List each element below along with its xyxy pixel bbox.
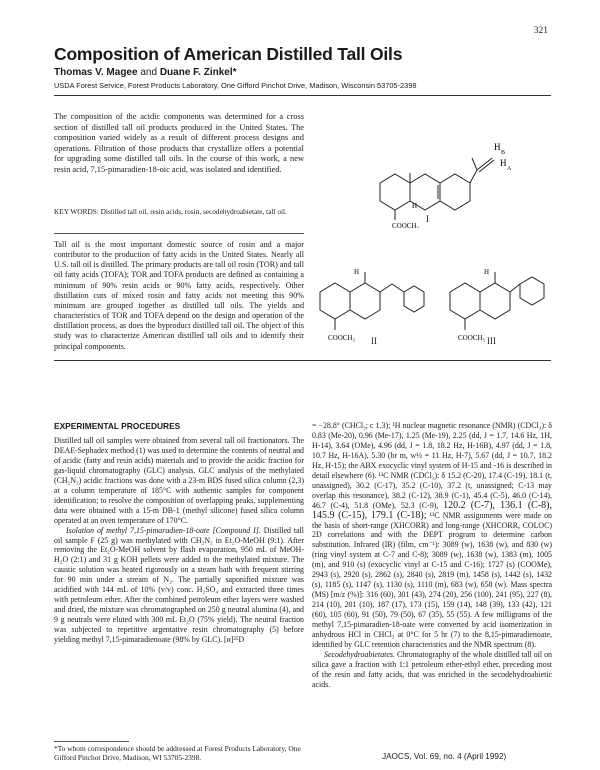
- struct-I-B: B: [501, 150, 506, 156]
- nmr-data-part-2: ¹³C NMR assignments were made on the basis of short-range (XHCORR) and long-range (XHCORR, COLOC) 2D correlations and with the DEPT program to determine carbon substitution. Infrared (IR) (film, cm⁻¹): 3089 (w), 1638 (w), and 830 (w) (ring vinyl system at C-7 and C-8); 3089 (w), 1638 (w), 1383 (m), 1005 (m), and 910 (s) (exocyclic vinyl at C-15 and C-16); 1727 (s) (COOMe), 2943 (s), 2920 (s), 2862 (s), 2840 (s), 2819 (m), 1458 (s), 1442 (s), 1432 (s), 1185 (s), 1147 (s), 1130 (s), 1110 (m), 683 (w), 658 (w). Mass spectra (MS) [m/z (%)]: 316 (60), 301 (43), 274 (20), 256 (100), 241 (95), 227 (8), 214 (10), 201 (10), 187 (17), 173 (15), 159 (14), 148 (39), 133 (42), 121 (60), 105 (60), 91 (50), 79 (50), 67 (35), 55 (55). A few milligrams of the methyl 7,15-pimaradien-18-oate were converted by acid isomerization in anhydrous HCl in CHCl₃ at 0°C for 5 hr (7) to the 8,15-pimaradienoate, identified by GLC retention characteristics and the NMR spectrum (8).: [312, 510, 552, 649]
- section-heading: EXPERIMENTAL PROCEDURES: [54, 421, 181, 431]
- abstract-rule: [54, 233, 304, 234]
- struct-II-label: II: [371, 336, 377, 346]
- footnote: *To whom correspondence should be addressed at Forest Products Laboratory, One Gifford Pinchot Drive, Madison, WI 53705-2398.: [54, 744, 301, 762]
- structure-I-diagram: [352, 128, 542, 228]
- section-rule: [54, 360, 551, 361]
- abstract: The composition of the acidic components was determined for a cross section of distilled tall oil products produced in the United States. The composition varied widely as a result of different process designs and operations. Filtration of those products that crystallize offers a potential for upgrading some distilled tall oils. In the course of this work, a new resin acid, 7,15-pimaradien-18-oic acid, was isolated and identified.: [54, 112, 304, 174]
- author-1: Thomas V. Magee: [54, 67, 138, 78]
- seco-heading: Secodehydroabietates.: [324, 649, 395, 659]
- struct-I-H: H: [412, 202, 418, 210]
- nmr-data-part-1: = −28.8° (CHCl₃; c 1.3); ¹H nuclear magnetic resonance (NMR) (CDCl₃): δ 0.83 (Me-20), 0.96 (Me-17), 1.25 (Me-19), 2.25 (dd, J = 1.7, 14.6 Hz, 1H, H-14), 3.64 (OMe), 4.96 (dd, J = 1.8, 18.2 Hz, H-16B), 4.97 (dd, J = 1.8, 10.7 Hz, H-16A), 5.30 (br m, w½ = 11 Hz, H-7), 5.67 (dd, J = 10.7, 18.2 Hz, H-15); the ABX exocyclic vinyl system of H-15 and -16 is described in detail elsewhere (6). ¹³C NMR (CDCl₃): δ 15.2 (C-20), 17.4 (C-19), 18.1 (t, unassigned), 30.2 (C-17), 35.2 (C-10), 37.2 (t, unassigned; C-13 may overlap this resonance), 38.2 (C-12), 38.9 (C-1), 45.4 (C-5), 46.0 (C-14), 46.7 (C-4), 51.8 (OMe), 52.3 (C-9),: [312, 421, 552, 510]
- struct-III-ester: COOCH₃: [458, 334, 485, 342]
- struct-II-ester: COOCH₃: [328, 334, 355, 342]
- structure-III-diagram: [440, 262, 555, 354]
- structure-II-diagram: [310, 262, 430, 354]
- struct-I-HA: H: [500, 158, 507, 168]
- struct-III-label: III: [487, 336, 496, 346]
- struct-I-HB: H: [494, 142, 501, 152]
- seco-text: Chromatography of the whole distilled tall oil on silica gave a fraction with 1:1 petroleum ether-ethyl ether, preceding most of the resin and fatty acids, that was enriched in the secodehydroabietic acids.: [312, 649, 552, 689]
- struct-I-ester: COOCH₃: [392, 222, 419, 228]
- keywords: KEY WORDS: Distilled tall oil, resin acids, rosin, secodehydroabietate, tall oil.: [54, 207, 287, 216]
- isolation-text: Distilled tall oil sample F (25 g) was methylated with CH₂N₂ in Et₂O-MeOH (9:1). After removing the Et₂O-MeOH solvent by flash evaporation, 950 mL of MeOH-H₂O (2:1) and 31 g KOH pellets were added to the methylated mixture. The caustic solution was heated rigorously on a steam bath with frequent stirring for 90 min under a stream of N₂. The partially saponified mixture was acidified with 144 mL of 10% (v/v) conc. H₂SO₄ and extracted three times with petroleum ether. After the combined petroleum ether layers were washed and dried, the mixture was chromatographed on 250 g neutral alumina (4), and 9 g neutrals were eluted with 300 mL Et₂O (75% yield). The neutral fraction was subjected to repetitive argentative resin chromatography (5) before yielding methyl 7,15-pimaradienoate (98% by GLC). [α]²⁵D: [54, 525, 304, 645]
- struct-III-H: H: [484, 268, 490, 276]
- nmr-data-large: 120.2 (C-7), 136.1 (C-8), 145.9 (C-15), 179.1 (C-18);: [312, 499, 552, 521]
- isolation-compound: [Compound I].: [212, 525, 261, 535]
- authors: [54, 67, 237, 78]
- author-2: Duane F. Zinkel*: [159, 67, 237, 78]
- experimental-left-column: [54, 436, 304, 645]
- nmr-data-text: [312, 421, 552, 650]
- introduction: Tall oil is the most important domestic source of rosin and a major contributor to the production of fatty acids in the United States. Nearly all U.S. tall oil is distilled. The primary products are tall oil rosin (TOR) and tall oil fatty acids (TOFA); TOR and TOFA products are defined as containing a minimum of 90% resin acids or 90% fatty acids, respectively. Other distillation cuts of mixed rosin and fatty acids not meeting this 90% minimum are grouped together as distilled tall oils. The yields and characteristics of TOR and TOFA depend on the design and operation of the distillation process, as does the byproduct distilled tall oil. The object of this study was to characterize American distilled tall oils and to identify their principal components.: [54, 240, 304, 351]
- experimental-paragraph-1: Distilled tall oil samples were obtained from several tall oil fractionators. The DEAE-Sephadex method (1) was used to determine the contents of neutral and of acidic (fatty and resin acids) materials and to provide the acidic fraction for gas-liquid chromatography (GLC) analysis. GLC analysis of the methylated (CH₂N₂) acidic fractions was done with a 23-m BDS fused silica column (2,3) at a column temperature of 185°C with authentic samples for component identification; to resolve the composition of overlapping peaks, supplementing data were obtained with a 15-m DB-1 (methyl silicone) fused silica column operated at an oven temperature of 170°C.: [54, 436, 304, 525]
- article-title: Composition of American Distilled Tall Oils: [54, 44, 403, 64]
- footnote-rule: [54, 741, 129, 742]
- struct-I-label: I: [426, 214, 429, 224]
- affiliation: USDA Forest Service, Forest Products Laboratory, One Gifford Pinchot Drive, Madison, Wisconsin 53705-2398: [54, 81, 417, 90]
- isolation-heading: Isolation of methyl 7,15-pimaradien-18-oate: [66, 525, 210, 535]
- struct-II-H: H: [354, 268, 360, 276]
- isolation-paragraph: [54, 526, 304, 645]
- journal-citation: JAOCS, Vol. 69, no. 4 (April 1992): [382, 752, 507, 761]
- page-number: 321: [533, 26, 548, 36]
- experimental-right-column: [312, 421, 552, 690]
- author-conjunction: and: [140, 67, 158, 78]
- seco-paragraph: [312, 650, 552, 690]
- header-rule: [54, 95, 551, 96]
- struct-I-A: A: [507, 166, 512, 172]
